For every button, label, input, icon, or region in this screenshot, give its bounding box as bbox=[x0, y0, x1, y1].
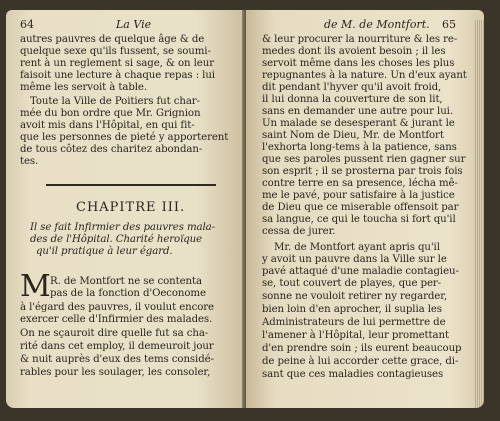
text-line: rité dans cet employ, il demeuroit jour bbox=[20, 341, 214, 352]
text-line: Un malade se desesperant & jurant le bbox=[262, 118, 455, 129]
text-line: avoit mis dans l'Hôpital, en qui fit- bbox=[20, 120, 195, 131]
text-line: que les personnes de pieté y apporterent bbox=[20, 132, 229, 143]
text-line: faisoit une lecture à chaque repas : lui bbox=[20, 70, 215, 81]
text-line: de tous côtez des charitez abondan- bbox=[20, 144, 203, 155]
text-line: quelque sexe qu'ils fussent, se soumi- bbox=[20, 46, 211, 57]
text-line: & leur procurer la nourriture & les re- bbox=[262, 34, 458, 45]
left-page bbox=[6, 10, 244, 408]
text-line: & nuit auprès d'eux des tems considé- bbox=[20, 354, 214, 365]
text-line: sans en demander une autre pour lui. bbox=[262, 106, 453, 117]
text-line: rables pour les soulager, les consoler, bbox=[20, 367, 211, 378]
text-line: autres pauvres de quelque âge & de bbox=[20, 34, 205, 45]
chapter-title: CHAPITRE III. bbox=[76, 200, 186, 215]
text-line: me le pavé, pour satisfaire à la justice bbox=[262, 190, 455, 201]
text-line: Mr. de Montfort ayant apris qu'il bbox=[274, 242, 440, 253]
text-line: rent à un reglement si sage, & on leur bbox=[20, 58, 214, 69]
text-line: bien loin d'en aprocher, il suplia les bbox=[262, 304, 442, 315]
text-line: Toute la Ville de Poitiers fut char- bbox=[30, 96, 200, 107]
text-line: son esprit ; il se prosterna par trois fois bbox=[262, 166, 463, 177]
text-line: sant que ces maladies contagieuses bbox=[262, 369, 444, 380]
subtitle-line: Il se fait Infirmier des pauvres mala- bbox=[30, 222, 215, 233]
running-head: de M. de Montfort. bbox=[324, 18, 430, 31]
text-line: l'exhorta long-tems à la patience, sans bbox=[262, 142, 457, 153]
page-number: 65 bbox=[442, 18, 456, 31]
subtitle-line: qu'il pratique à leur égard. bbox=[36, 246, 173, 257]
text-line: exercer celle d'Infirmier des malades. bbox=[20, 314, 213, 325]
text-line: medes dont ils avoient besoin ; il les bbox=[262, 46, 446, 57]
text-line: y avoit un pauvre dans la Ville sur le bbox=[262, 254, 447, 265]
text-line: pavé attaqué d'une maladie contagieu- bbox=[262, 266, 459, 277]
text-line: contre terre en sa presence, lécha mê- bbox=[262, 178, 458, 189]
page-number: 64 bbox=[20, 18, 34, 31]
text-line: On ne sçauroit dire quelle fut sa cha- bbox=[20, 328, 209, 339]
right-page bbox=[246, 10, 484, 408]
text-line: de peine à lui accorder cette grace, di- bbox=[262, 356, 459, 367]
open-book bbox=[6, 4, 494, 412]
text-line: tes. bbox=[20, 156, 39, 167]
text-line: dit pendant l'hyver qu'il avoit froid, bbox=[262, 82, 442, 93]
text-line: pas de la fonction d'Oeconome bbox=[50, 288, 206, 299]
text-line: repugnantes à la nature. Un d'eux ayant bbox=[262, 70, 467, 81]
text-line: à l'égard des pauvres, il voulut encore bbox=[20, 302, 214, 313]
text-line: cessa de jurer. bbox=[262, 226, 336, 237]
text-line: saint Nom de Dieu, Mr. de Montfort bbox=[262, 130, 444, 141]
page-edge bbox=[474, 20, 484, 408]
text-line: même les servoit à table. bbox=[20, 82, 148, 93]
drop-cap: M bbox=[20, 269, 51, 304]
text-line: l'amener à l'Hôpital, leur promettant bbox=[262, 330, 449, 341]
text-line: sa langue, ce qui le toucha si fort qu'il bbox=[262, 214, 456, 225]
running-head: La Vie bbox=[116, 18, 152, 31]
text-line: que ses paroles pussent rien gagner sur bbox=[262, 154, 466, 165]
text-line: d'en prendre soin ; ils eurent beaucoup bbox=[262, 343, 462, 354]
text-line: de Dieu que ce miserable offensoit par bbox=[262, 202, 459, 213]
subtitle-line: des de l'Hôpital. Charité heroïque bbox=[30, 234, 203, 245]
text-line: servoit même dans les choses les plus bbox=[262, 58, 455, 69]
text-line: R. de Montfort ne se contenta bbox=[50, 276, 202, 287]
text-line: Administrateurs de lui permettre de bbox=[262, 317, 446, 328]
text-line: mée du bon ordre que Mr. Grignion bbox=[20, 108, 201, 119]
chapter-rule bbox=[46, 184, 216, 186]
text-line: se, tout couvert de playes, que per- bbox=[262, 278, 441, 289]
text-line: sonne ne vouloit retirer ny regarder, bbox=[262, 291, 448, 302]
text-line: il lui donna la couverture de son lit, bbox=[262, 94, 443, 105]
